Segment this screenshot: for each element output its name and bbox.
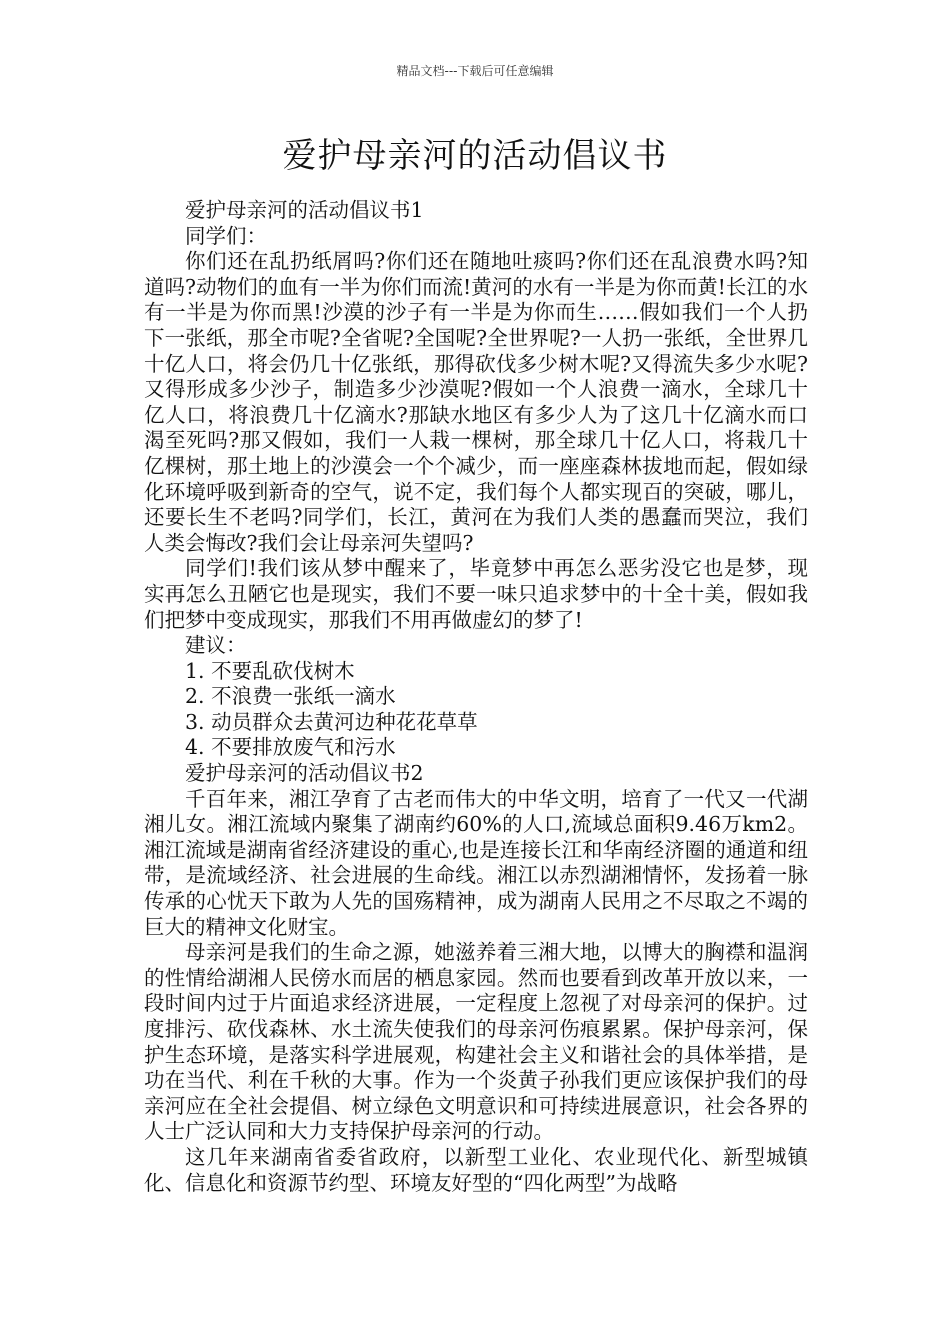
paragraph: 同学们!我们该从梦中醒来了，毕竟梦中再怎么恶劣没它也是梦，现实再怎么丑陋它也是现实，我们不要一味只追求梦中的十全十美，假如我们把梦中变成现实，那我们不用再做虚幻的梦了! xyxy=(144,556,808,632)
header-watermark: 精品文档---下载后可任意编辑 xyxy=(396,64,554,78)
suggestion-item: 2. 不浪费一张纸一滴水 xyxy=(185,684,396,709)
document-title: 爱护母亲河的活动倡议书 xyxy=(282,136,668,176)
suggestion-item: 4. 不要排放废气和污水 xyxy=(185,735,396,760)
document-body xyxy=(144,198,808,1196)
paragraph: 千百年来，湘江孕育了古老而伟大的中华文明，培育了一代又一代湖湘儿女。湘江流域内聚集了湖南约60%的人口,流域总面积9.46万km2。湘江流域是湖南省经济建设的重心,也是连接长江和华南经济圈的通道和纽带，是流域经济、社会进展的生命线。湘江以赤烈湖湘情怀，发扬着一脉传承的心忧天下敢为人先的国殇精神，成为湖南人民用之不尽取之不竭的巨大的精神文化财宝。 xyxy=(144,786,808,939)
suggestion-item: 1. 不要乱砍伐树木 xyxy=(185,658,355,683)
salutation: 同学们： xyxy=(185,223,267,248)
paragraph: 你们还在乱扔纸屑吗?你们还在随地吐痰吗?你们还在乱浪费水吗?知道吗?动物们的血有一半为你们而流!黄河的水有一半是为你而黄!长江的水有一半是为你而黑!沙漠的沙子有一半是为你而生……假如我们一个人扔下一张纸，那全市呢?全省呢?全国呢?全世界呢?一人扔一张纸，全世界几十亿人口，将会仍几十亿张纸，那得砍伐多少树木呢?又得流失多少水呢?又得形成多少沙子，制造多少沙漠呢?假如一个人浪费一滴水，全球几十亿人口，将浪费几十亿滴水?那缺水地区有多少人为了这几十亿滴水而口渴至死吗?那又假如，我们一人栽一棵树，那全球几十亿人口，将栽几十亿棵树，那土地上的沙漠会一个个减少，而一座座森林拔地而起，假如绿化环境呼吸到新奇的空气，说不定，我们每个人都实现百的突破，哪儿，还要长生不老吗?同学们，长江，黄河在为我们人类的愚蠢而哭泣，我们人类会悔改?我们会让母亲河失望吗? xyxy=(144,249,808,555)
suggestions-heading: 建议： xyxy=(185,633,247,658)
paragraph: 这几年来湖南省委省政府，以新型工业化、农业现代化、新型城镇化、信息化和资源节约型、环境友好型的“四化两型”为战略 xyxy=(144,1144,808,1195)
section-heading-1: 爱护母亲河的活动倡议书1 xyxy=(185,198,424,222)
paragraph: 母亲河是我们的生命之源，她滋养着三湘大地，以博大的胸襟和温润的性情给湖湘人民傍水而居的栖息家园。然而也要看到改革开放以来，一段时间内过于片面追求经济进展，一定程度上忽视了对母亲河的保护。过度排污、砍伐森林、水土流失使我们的母亲河伤痕累累。保护母亲河，保护生态环境，是落实科学进展观，构建社会主义和谐社会的具体举措，是功在当代、利在千秋的大事。作为一个炎黄子孙我们更应该保护我们的母亲河应在全社会提倡、树立绿色文明意识和可持续进展意识，社会各界的人士广泛认同和大力支持保护母亲河的行动。 xyxy=(144,940,808,1144)
section-heading-2: 爱护母亲河的活动倡议书2 xyxy=(185,761,424,786)
suggestion-item: 3. 动员群众去黄河边种花花草草 xyxy=(185,709,478,734)
